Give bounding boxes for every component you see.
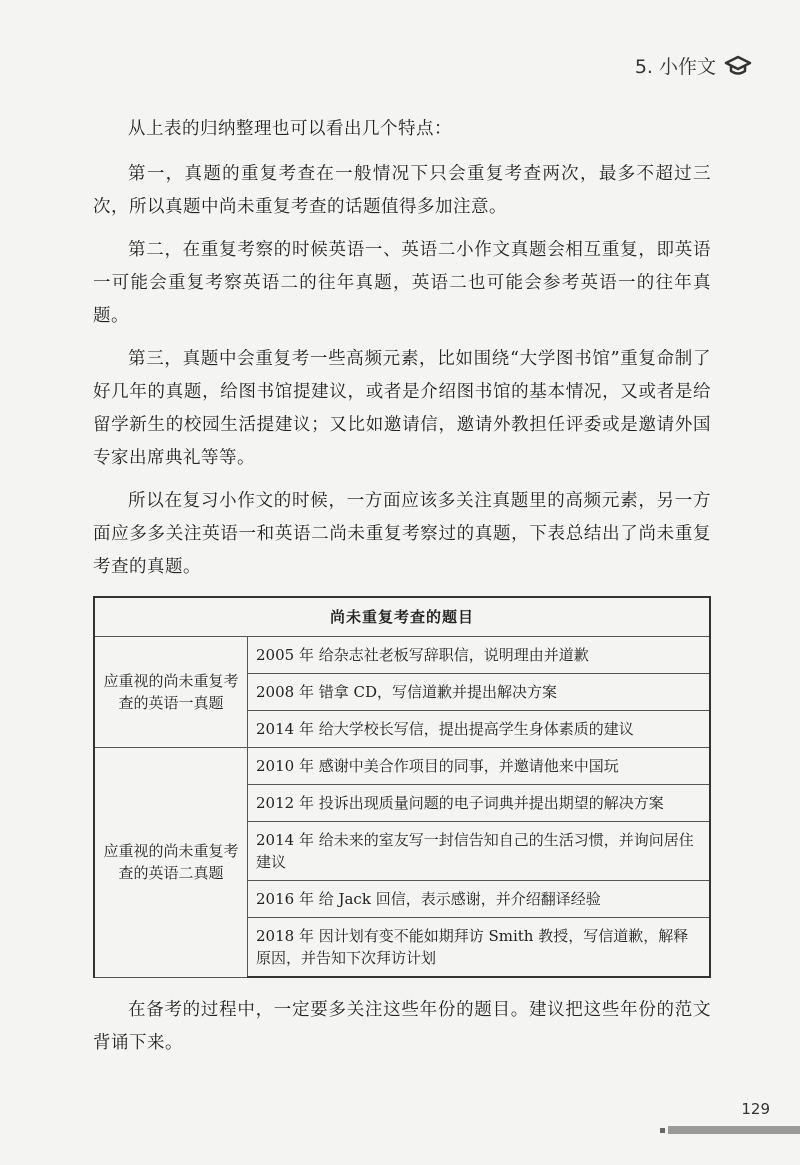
paragraph-closing: 在备考的过程中，一定要多关注这些年份的题目。建议把这些年份的范文背诵下来。 [93,1000,711,1053]
page-content [93,113,711,1070]
paragraph-summary: 所以在复习小作文的时候，一方面应该多关注真题里的高频元素，另一方面应多多关注英语一和英语二尚未重复考察过的真题，下表总结出了尚未重复考查的真题。 [93,491,711,577]
table-cell: 2010 年 感谢中美合作项目的同事，并邀请他来中国玩 [248,748,711,785]
paragraph-third: 第三，真题中会重复考一些高频元素，比如围绕“大学图书馆”重复命制了好几年的真题，给图书馆提建议，或者是介绍图书馆的基本情况，又或者是给留学新生的校园生活提建议；又比如邀请信，邀请外教担任评委或是邀请外国专家出席典礼等等。 [93,349,711,468]
group-label-english-two: 应重视的尚未重复考查的英语二真题 [94,748,248,978]
page-header [635,52,752,79]
table-title: 尚未重复考查的题目 [94,597,710,637]
table-header-row [94,597,710,637]
table-cell: 2014 年 给大学校长写信，提出提高学生身体素质的建议 [248,711,711,748]
page-number: 129 [741,1100,770,1118]
table-cell: 2005 年 给杂志社老板写辞职信，说明理由并道歉 [248,637,711,674]
footer-decoration [660,1128,665,1133]
table-row [94,748,710,785]
table-cell: 2012 年 投诉出现质量问题的电子词典并提出期望的解决方案 [248,785,711,822]
paragraph-intro: 从上表的归纳整理也可以看出几个特点： [128,119,452,139]
table-cell: 2008 年 错拿 CD，写信道歉并提出解决方案 [248,674,711,711]
table-row [94,637,710,674]
paragraph-second: 第二，在重复考察的时候英语一、英语二小作文真题会相互重复，即英语一可能会重复考察英语二的往年真题，英语二也可能会参考英语一的往年真题。 [93,240,711,326]
paragraph-first: 第一，真题的重复考查在一般情况下只会重复考查两次，最多不超过三次，所以真题中尚未重复考查的话题值得多加注意。 [93,164,711,217]
chapter-title: 5. 小作文 [634,56,716,78]
footer-bar [668,1126,800,1134]
table-cell: 2014 年 给未来的室友写一封信告知自己的生活习惯，并询问居住建议 [248,822,711,881]
graduation-cap-icon [724,55,752,77]
topics-table [93,596,711,978]
table-cell: 2018 年 因计划有变不能如期拜访 Smith 教授，写信道歉，解释原因，并告知下次拜访计划 [248,918,711,978]
table-cell: 2016 年 给 Jack 回信，表示感谢，并介绍翻译经验 [248,881,711,918]
group-label-english-one: 应重视的尚未重复考查的英语一真题 [94,637,248,748]
